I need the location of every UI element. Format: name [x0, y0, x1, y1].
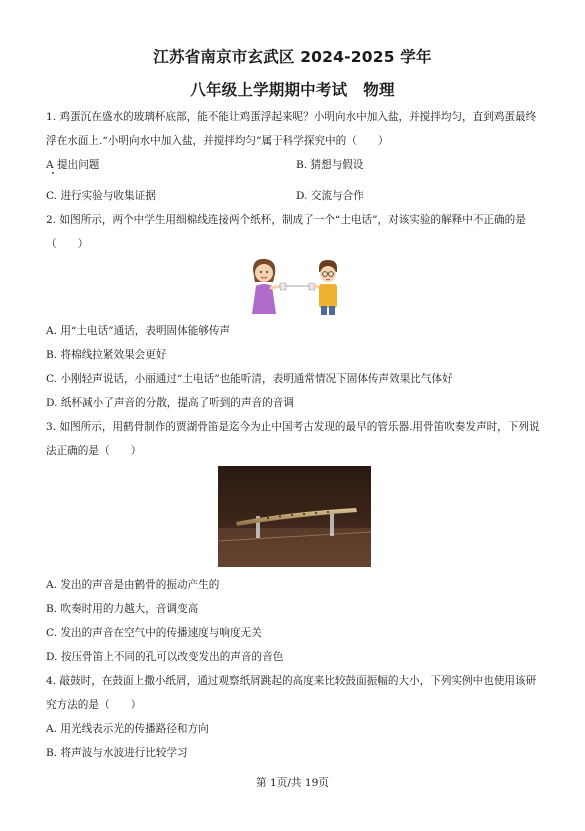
scan-dot — [52, 172, 54, 174]
q3-option-d: D. 按压骨笛上不同的孔可以改变发出的声音的音色 — [46, 651, 284, 663]
bone-flute-photo — [218, 466, 371, 567]
q1-stem-line2: 浮在水面上.“小明向水中加入盐，并搅拌均匀”属于科学探究中的（ ） — [46, 135, 389, 147]
q2-stem-line2: （ ） — [46, 238, 89, 250]
q1-option-b: B. 猜想与假设 — [296, 159, 364, 171]
tin-can-phone-illustration — [243, 256, 343, 316]
q3-option-c: C. 发出的声音在空气中的传播速度与响度无关 — [46, 627, 262, 639]
exam-title-line1: 江苏省南京市玄武区 2024-2025 学年 — [153, 48, 432, 66]
q2-option-a: A. 用“土电话”通话，表明固体能够传声 — [46, 325, 231, 337]
q2-option-d: D. 纸杯减小了声音的分散，提高了听到的声音的音调 — [46, 397, 294, 409]
q1-option-c: C. 进行实验与收集证据 — [46, 190, 156, 202]
q3-stem-line2: 法正确的是（ ） — [46, 445, 142, 457]
q1-stem-line1: 1. 鸡蛋沉在盛水的玻璃杯底部，能不能让鸡蛋浮起来呢？小明向水中加入盐，并搅拌均匀，直到鸡蛋最终 — [46, 111, 537, 123]
q3-stem-line1: 3. 如图所示，用鹤骨制作的贾湖骨笛是迄今为止中国考古发现的最早的管乐器.用骨笛吹奏发声时，下列说 — [46, 421, 540, 433]
right-stand — [330, 512, 334, 536]
exam-title-line2 — [0, 78, 585, 100]
boy-figure — [309, 260, 337, 315]
q2-option-c: C. 小刚轻声说话，小丽通过“土电话”也能听清，表明通常情况下固体传声效果比气体好 — [46, 373, 453, 385]
q3-option-b: B. 吹奏时用的力越大，音调变高 — [46, 603, 199, 615]
q1-option-d: D. 交流与合作 — [296, 190, 364, 202]
exam-title-subject: 物理 — [363, 81, 395, 99]
page-footer: 第 1页/共 19页 — [256, 777, 329, 789]
q4-stem-line2: 究方法的是（ ） — [46, 699, 142, 711]
q2-stem-line1: 2. 如图所示，两个中学生用细棉线连接两个纸杯，制成了一个“土电话”，对该实验的解释中不正确的是 — [46, 214, 526, 226]
q4-option-a: A. 用光线表示光的传播路径和方向 — [46, 723, 209, 735]
q4-option-b: B. 将声波与水波进行比较学习 — [46, 747, 188, 759]
q1-option-a: A 提出问题 — [46, 159, 100, 171]
exam-title-grade: 八年级上学期期中考试 — [190, 81, 348, 99]
q3-option-a: A. 发出的声音是由鹤骨的振动产生的 — [46, 579, 220, 591]
q2-option-b: B. 将棉线拉紧效果会更好 — [46, 349, 167, 361]
girl-figure — [252, 259, 286, 314]
q4-stem-line1: 4. 敲鼓时，在鼓面上撒小纸屑，通过观察纸屑跳起的高度来比较鼓面振幅的大小，下列实例中也使用该研 — [46, 675, 537, 687]
